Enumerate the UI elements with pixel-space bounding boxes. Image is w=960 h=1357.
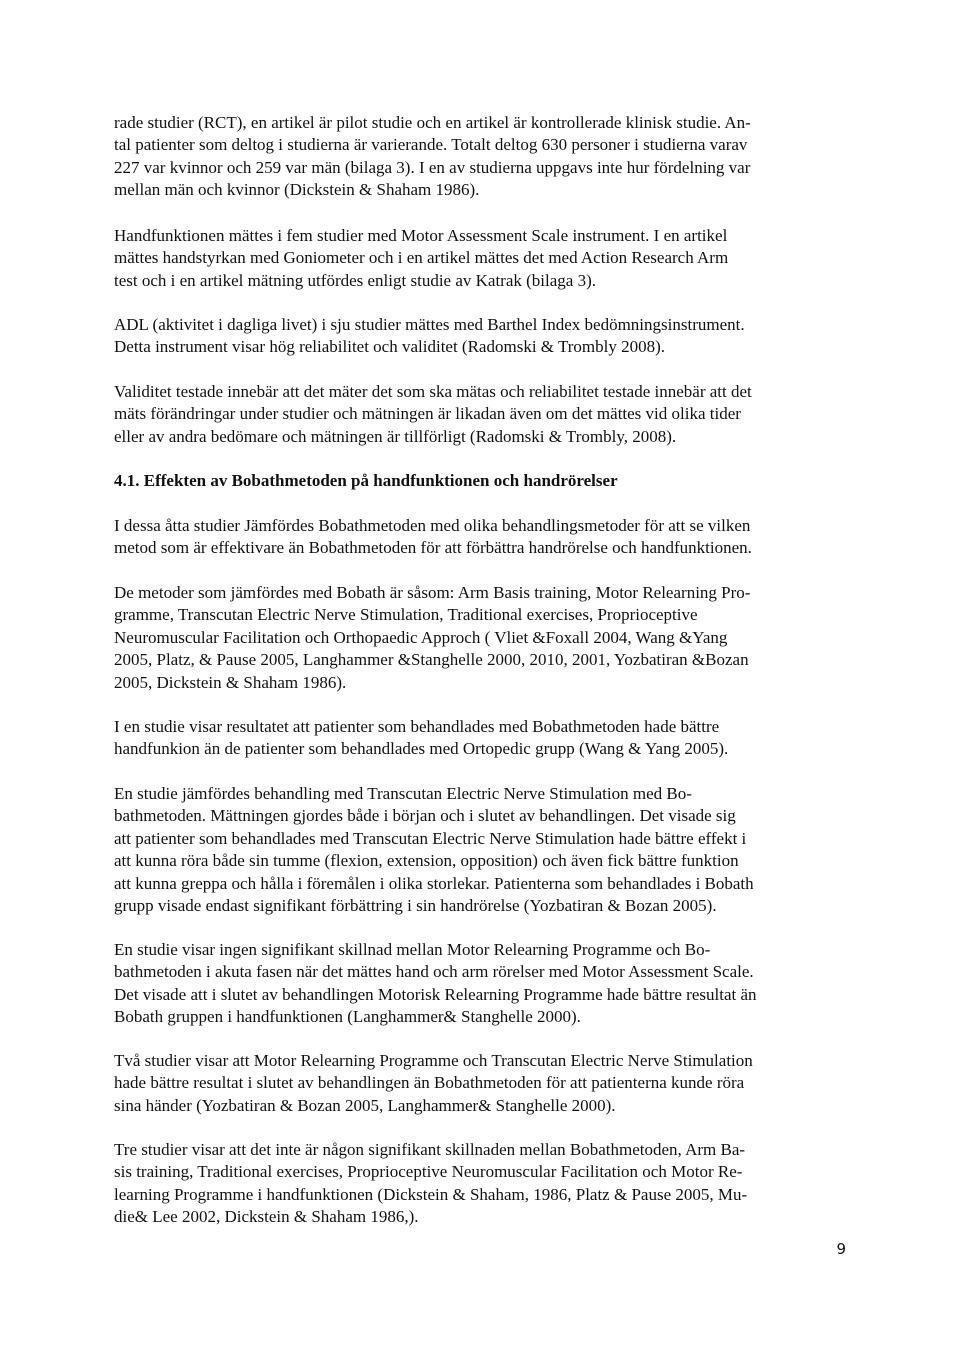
paragraph-hand-function-measurement	[114, 225, 728, 292]
paragraph-tens-study	[114, 783, 754, 917]
paragraph-ortopedic-result	[114, 716, 728, 761]
paragraph-validity-reliability	[114, 381, 752, 448]
page-number: 9	[836, 1240, 846, 1258]
text-line: Bobath gruppen i handfunktionen (Langhammer& Stanghelle 2000).	[114, 1007, 581, 1027]
text-line: En studie jämfördes behandling med Transcutan Electric Nerve Stimulation med Bo-	[114, 784, 692, 803]
text-line: rade studier (RCT), en artikel är pilot studie och en artikel är kontrollerade klinisk studie. An-	[114, 113, 751, 132]
paragraph-motor-relearning-study	[114, 939, 757, 1029]
text-line: Neuromuscular Facilitation och Orthopaedic Approch ( Vliet &Foxall 2004, Wang &Yang	[114, 627, 728, 647]
text-line: gramme, Transcutan Electric Nerve Stimulation, Traditional exercises, Proprioceptive	[114, 605, 698, 625]
paragraph-study-participants	[114, 112, 751, 202]
text-line: att patienter som behandlades med Transcutan Electric Nerve Stimulation hade bättre effekt i	[114, 828, 747, 848]
paragraph-adl-measurement	[114, 314, 745, 359]
text-line: handfunkion än de patienter som behandlades med Ortopedic grupp (Wang & Yang 2005).	[114, 739, 729, 759]
text-line: att kunna röra både sin tumme (flexion, extension, opposition) och även fick bättre funktion	[114, 851, 739, 871]
section-heading: 4.1. Effekten av Bobathmetoden på handfunktionen och handrörelser	[114, 471, 618, 490]
paragraph-three-studies	[114, 1139, 747, 1229]
text-line: Tre studier visar att det inte är någon signifikant skillnaden mellan Bobathmetoden, Arm Ba-	[114, 1140, 746, 1159]
paragraph-two-studies	[114, 1050, 753, 1117]
text-line: learning Programme i handfunktionen (Dickstein & Shaham, 1986, Platz & Pause 2005, Mu-	[114, 1184, 748, 1204]
text-line: sis training, Traditional exercises, Proprioceptive Neuromuscular Facilitation och Motor Re-	[114, 1162, 743, 1182]
text-line: eller av andra bedömare och mätningen är tillförligt (Radomski & Trombly, 2008).	[114, 426, 677, 446]
text-line: bathmetoden. Mättningen gjordes både i början och i slutet av behandlingen. Det visade sig	[114, 806, 736, 826]
text-line: metod som är effektivare än Bobathmetoden för att förbättra handrörelse och handfunktionen.	[114, 538, 752, 558]
text-line: 227 var kvinnor och 259 var män (bilaga 3). I en av studierna uppgavs inte hur fördelning var	[114, 157, 751, 177]
text-line: grupp visade endast signifikant förbättring i sin handrörelse (Yozbatiran & Bozan 2005).	[114, 896, 717, 916]
paragraph-comparison-intro	[114, 515, 752, 560]
paragraph-compared-methods	[114, 582, 750, 694]
text-line: mäts förändringar under studier och mätningen är likadan även om det mättes vid olika tider	[114, 404, 741, 424]
text-line: Två studier visar att Motor Relearning Programme och Transcutan Electric Nerve Stimulation	[114, 1051, 753, 1070]
text-line: 2005, Dickstein & Shaham 1986).	[114, 672, 347, 692]
text-line: hade bättre resultat i slutet av behandlingen än Bobathmetoden för att patienterna kunde röra	[114, 1073, 745, 1093]
text-line: ADL (aktivitet i dagliga livet) i sju studier mättes med Barthel Index bedömningsinstrument.	[114, 315, 745, 334]
text-line: I en studie visar resultatet att patienter som behandlades med Bobathmetoden hade bättre	[114, 717, 720, 736]
text-line: Detta instrument visar hög reliabilitet och validitet (Radomski & Trombly 2008).	[114, 337, 666, 357]
text-line: Handfunktionen mättes i fem studier med Motor Assessment Scale instrument. I en artikel	[114, 226, 728, 245]
text-line: mättes handstyrkan med Goniometer och i en artikel mättes det med Action Research Arm	[114, 248, 729, 268]
text-line: bathmetoden i akuta fasen när det mättes hand och arm rörelser med Motor Assessment Scale.	[114, 962, 754, 982]
text-line: sina händer (Yozbatiran & Bozan 2005, Langhammer& Stanghelle 2000).	[114, 1095, 616, 1115]
text-line: De metoder som jämfördes med Bobath är såsom: Arm Basis training, Motor Relearning Pro-	[114, 583, 751, 602]
text-line: die& Lee 2002, Dickstein & Shaham 1986,).	[114, 1207, 419, 1227]
text-line: Det visade att i slutet av behandlingen Motorisk Relearning Programme hade bättre resultat än	[114, 984, 757, 1004]
text-line: tal patienter som deltog i studierna är varierande. Totalt deltog 630 personer i studierna varav	[114, 135, 748, 155]
text-line: att kunna greppa och hålla i föremålen i olika storlekar. Patienterna som behandlades i Bobath	[114, 873, 754, 893]
text-line: En studie visar ingen signifikant skillnad mellan Motor Relearning Programme och Bo-	[114, 940, 711, 959]
text-line: 2005, Platz, & Pause 2005, Langhammer &Stanghelle 2000, 2010, 2001, Yozbatiran &Bozan	[114, 650, 749, 670]
text-line: I dessa åtta studier Jämfördes Bobathmetoden med olika behandlingsmetoder för att se vilken	[114, 516, 751, 535]
text-line: Validitet testade innebär att det mäter det som ska mätas och reliabilitet testade innebär att det	[114, 382, 752, 401]
text-line: test och i en artikel mätning utfördes enligt studie av Katrak (bilaga 3).	[114, 270, 596, 290]
text-line: mellan män och kvinnor (Dickstein & Shaham 1986).	[114, 180, 480, 200]
